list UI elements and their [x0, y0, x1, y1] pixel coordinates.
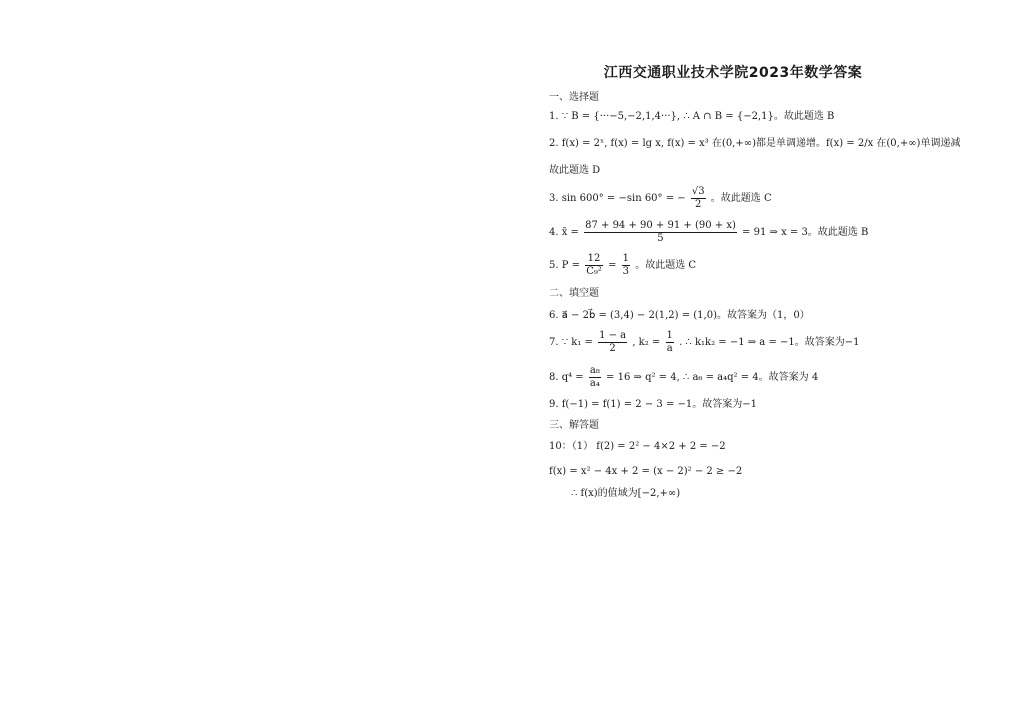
section-heading-fill: 二、填空题: [549, 288, 599, 299]
q4-suffix: = 91 ⇒ x = 3。故此题选 B: [742, 227, 869, 238]
q7-numerator-2: 1: [666, 330, 673, 341]
q7-fraction-2: [666, 330, 674, 355]
answer-q8: [549, 365, 818, 390]
answer-q7: [549, 330, 860, 355]
q4-prefix: 4. x̄ =: [549, 227, 579, 238]
page-title: 江西交通职业技术学院2023年数学答案: [603, 65, 863, 81]
section-heading-solve: 三、解答题: [549, 420, 599, 431]
q7-middle: , k₂ =: [632, 337, 661, 348]
q3-numerator: √3: [691, 186, 705, 197]
q5-suffix: 。故此题选 C: [635, 260, 697, 271]
answer-q6: 6. a⃗ − 2b⃗ = (3,4) − 2(1,2) = (1,0)。故答案为（1，0）: [549, 310, 810, 321]
answer-q4: [549, 220, 868, 245]
q4-fraction: [584, 220, 737, 245]
answer-q5: [549, 253, 696, 278]
answer-q10-completing-square: f(x) = x² − 4x + 2 = (x − 2)² − 2 ≥ −2: [549, 466, 743, 477]
q4-denominator: 5: [657, 233, 664, 244]
q4-numerator: 87 + 94 + 90 + 91 + (90 + x): [585, 220, 736, 231]
q8-suffix: = 16 ⇒ q² = 4, ∴ a₆ = a₄q² = 4。故答案为 4: [606, 372, 819, 383]
q7-denominator-2: a: [666, 343, 673, 354]
answer-q2-conclusion: 故此题选 D: [549, 165, 601, 176]
q8-prefix: 8. q⁴ =: [549, 372, 584, 383]
q7-denominator-1: 2: [609, 343, 616, 354]
q5-numerator-2: 1: [622, 253, 630, 264]
q5-numerator-1: 12: [585, 253, 603, 266]
q8-fraction: [589, 365, 601, 390]
q5-fraction-2: [622, 253, 630, 278]
q5-denominator-2: 3: [622, 266, 630, 277]
q8-numerator: a₈: [589, 365, 600, 376]
answer-q10-range: ∴ f(x)的值域为[−2,+∞): [571, 488, 681, 499]
q7-suffix: . ∴ k₁k₂ = −1 ⇒ a = −1。故答案为−1: [679, 337, 860, 348]
answer-q9: 9. f(−1) = f(1) = 2 − 3 = −1。故答案为−1: [549, 399, 757, 410]
answer-q3: [549, 186, 772, 211]
q8-denominator: a₄: [589, 378, 600, 389]
q3-suffix: 。故此题选 C: [710, 193, 772, 204]
q5-equals: =: [608, 260, 617, 271]
q7-numerator-1: 1 − a: [599, 330, 627, 341]
q7-prefix: 7. ∵ k₁ =: [549, 337, 593, 348]
q5-denominator-1: C₉²: [586, 266, 602, 277]
q3-fraction: [691, 186, 706, 211]
section-heading-choice: 一、选择题: [549, 92, 599, 103]
answer-q10-part1: 10：（1） f(2) = 2² − 4×2 + 2 = −2: [549, 441, 726, 452]
answer-q1: 1. ∵ B = {···−5,−2,1,4···}, ∴ A ∩ B = {−2,1}。故此题选 B: [549, 111, 835, 122]
q3-prefix: 3. sin 600° = −sin 60° = −: [549, 193, 686, 204]
q5-prefix: 5. P =: [549, 260, 581, 271]
q5-fraction-1: [585, 253, 603, 278]
answer-q2: 2. f(x) = 2ˣ, f(x) = lg x, f(x) = x³ 在(0,+∞)都是单调递增。f(x) = 2/x 在(0,+∞)单调递减: [549, 138, 961, 149]
q3-denominator: 2: [695, 199, 702, 210]
q7-fraction-1: [598, 330, 627, 355]
